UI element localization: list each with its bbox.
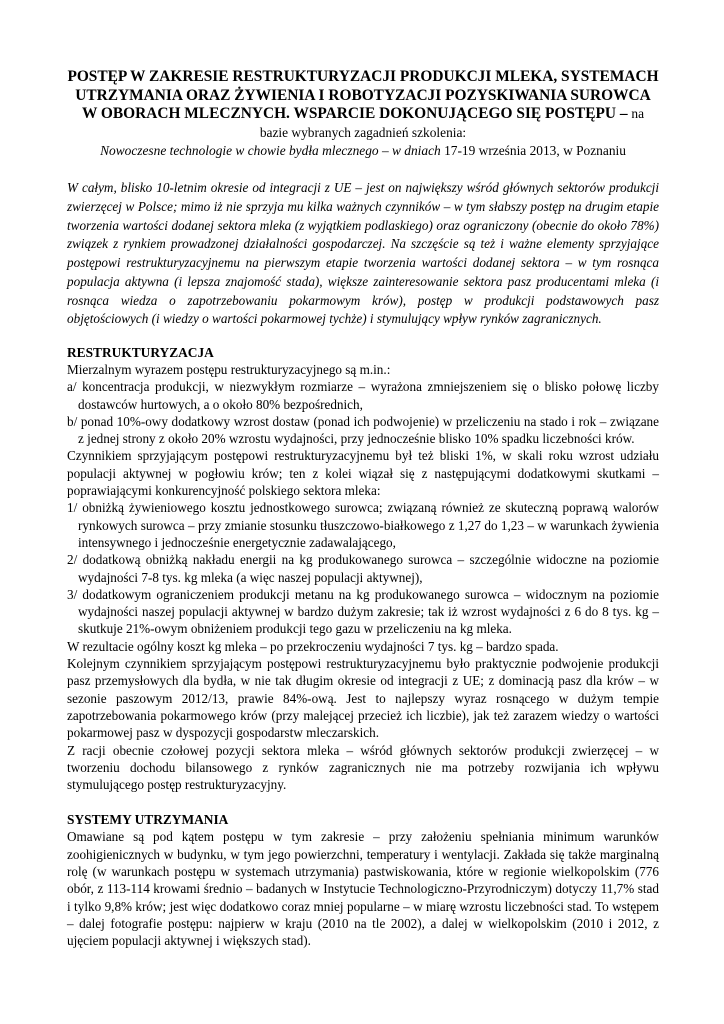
list-item: 3/ dodatkowym ograniczeniem produkcji metanu na kg produkowanego surowca – widocznym na poziomie wydajności naszej populacji aktywnej w bardzo dużym zakresie; tak iż wzrost wydajności z 6 do 8 tys. kg – skutkuje 21%-owym obniżeniem produkcji tego gazu w przeliczeniu na kg mleka. bbox=[67, 586, 659, 637]
paragraph: Czynnikiem sprzyjającym postępowi restrukturyzacyjnemu był też bliski 1%, w skali roku wzrost udziału populacji aktywnej w pogłowiu krów; ten z kolei wiązał się z następującymi dodatkowymi skutkami – poprawiającymi konkurencyjność polskiego sektora mleka: bbox=[67, 448, 659, 499]
section-heading: SYSTEMY UTRZYMANIA bbox=[67, 812, 229, 828]
subtitle-italic: Nowoczesne technologie w chowie bydła mlecznego – w dniach bbox=[100, 143, 441, 159]
list-item: b/ ponad 10%-owy dodatkowy wzrost dostaw (ponad ich podwojenie) w przeliczeniu na stado i rok – związane z jednej strony z około 20% wzrostu wydajności, przy jednocześnie blisko 10% spadku liczebności krów. bbox=[67, 413, 659, 447]
paragraph: Kolejnym czynnikiem sprzyjającym postępowi restrukturyzacyjnemu było praktycznie podwojenie produkcji pasz przemysłowych dla bydła, w nie tak długim okresie od integracji z UE; z dominacją pasz dla krów – w sezonie paszowym 2012/13, prawie 84%-ową. Jest to najlepszy wyraz rosnącego w dużym tempie zapotrzebowania pokarmowego krów (przy malejącej przecież ich liczbie), jak też zarazem wiedzy o wartości pokarmowej pasz w dyspozycji gospodarstw mleczarskich. bbox=[67, 656, 659, 741]
section-systemy-utrzymania bbox=[67, 811, 659, 949]
list-item: a/ koncentracja produkcji, w niezwykłym rozmiarze – wyrażona zmniejszeniem się o blisko połowę liczby dostawców hurtowych, a o około 80% bezpośrednich, bbox=[67, 379, 659, 412]
section-restrukturyzacja bbox=[67, 344, 659, 793]
paragraph: Mierzalnym wyrazem postępu restrukturyzacyjnego są m.in.: bbox=[67, 362, 391, 377]
document-page bbox=[67, 68, 659, 950]
subtitle-date: 17-19 września 2013, w Poznaniu bbox=[444, 143, 626, 159]
paragraph: Z racji obecnie czołowej pozycji sektora mleka – wśród głównych sektorów produkcji zwierzęcej – w tworzeniu dochodu bilansowego z rynków zagranicznych nie ma potrzeby rozwijania ich wpływu stymulującego postęp restrukturyzacyjny. bbox=[67, 742, 659, 793]
title-plain: na bazie wybranych zagadnień szkolenia: bbox=[259, 106, 645, 140]
list-item: 1/ obniżką żywieniowego kosztu jednostkowego surowca; związaną również ze skuteczną poprawą walorów rynkowych surowca – przy zmianie stosunku tłuszczowo-białkowego z 1,27 do 1,23 – w warunkach żywienia intensywnego i jednocześnie energetycznie zadawalającego, bbox=[67, 500, 659, 550]
document-title bbox=[67, 68, 659, 142]
intro-paragraph: W całym, blisko 10-letnim okresie od integracji z UE – jest on największy wśród głównych sektorów produkcji zwierzęcej w Polsce; mimo iż nie sprzyja mu kilka ważnych czynników – w tym słabszy postęp na drugim etapie tworzenia wartości dodanej sektora mleka (z wyjątkiem podlaskiego) oraz ograniczony (obecnie do około 78%) związek z rynkiem prowadzonej działalności gospodarczej. Na szczęście są też i ważne elementy sprzyjające postępowi restrukturyzacyjnemu na pierwszym etapie tworzenia wartości dodanej sektora – w tym rosnąca populacja aktywna (i lepsza znajomość stada), większe zainteresowanie sektora pasz producentami mleka (i rosnąca wiedza o zapotrzebowaniu pokarmowym krów), postęp w produkcji podstawowych pasz objętościowych (i wiedzy o wartości pokarmowej tychże) i stymulujący wpływ rynków zagranicznych. bbox=[67, 180, 659, 327]
section-heading: RESTRUKTURYZACJA bbox=[67, 345, 214, 360]
list-item: 2/ dodatkową obniżką nakładu energii na kg produkowanego surowca – szczególnie widoczne na poziomie wydajności 7-8 tys. kg mleka (a więc naszej populacji aktywnej), bbox=[67, 552, 659, 585]
paragraph: W rezultacie ogólny koszt kg mleka – po przekroczeniu wydajności 7 tys. kg – bardzo spada. bbox=[67, 638, 559, 654]
document-subtitle bbox=[67, 142, 659, 160]
title-bold: POSTĘP W ZAKRESIE RESTRUKTURYZACJI PRODUKCJI MLEKA, SYSTEMACH UTRZYMANIA ORAZ ŻYWIENIA I ROBOTYZACJI POZYSKIWANIA SUROWCA W OBORACH MLECZNYCH. WSPARCIE DOKONUJĄCEGO SIĘ POSTĘPU – bbox=[67, 68, 659, 123]
paragraph: Omawiane są pod kątem postępu w tym zakresie – przy założeniu spełniania minimum warunków zoohigienicznych w budynku, w tym jego powierzchni, temperatury i wentylacji. Zakłada się także marginalną rolę (w warunkach postępu w systemach utrzymania) pastwiskowania, które w regionie wielkopolskim (776 obór, z 113-114 krowami średnio – badanych w Instytucie Technologiczno-Przyrodniczym) dotyczy 11,7% stad i tylko 9,8% krów; jest więc dodatkowo coraz mniej popularne – w miarę wzrostu liczebności stad. To wstępem – dalej fotografie postępu: najpierw w kraju (2010 na tle 2002), a dalej w wielkopolskim (2010 i 2012, z ujęciem populacji aktywnej i większych stad). bbox=[67, 829, 659, 949]
